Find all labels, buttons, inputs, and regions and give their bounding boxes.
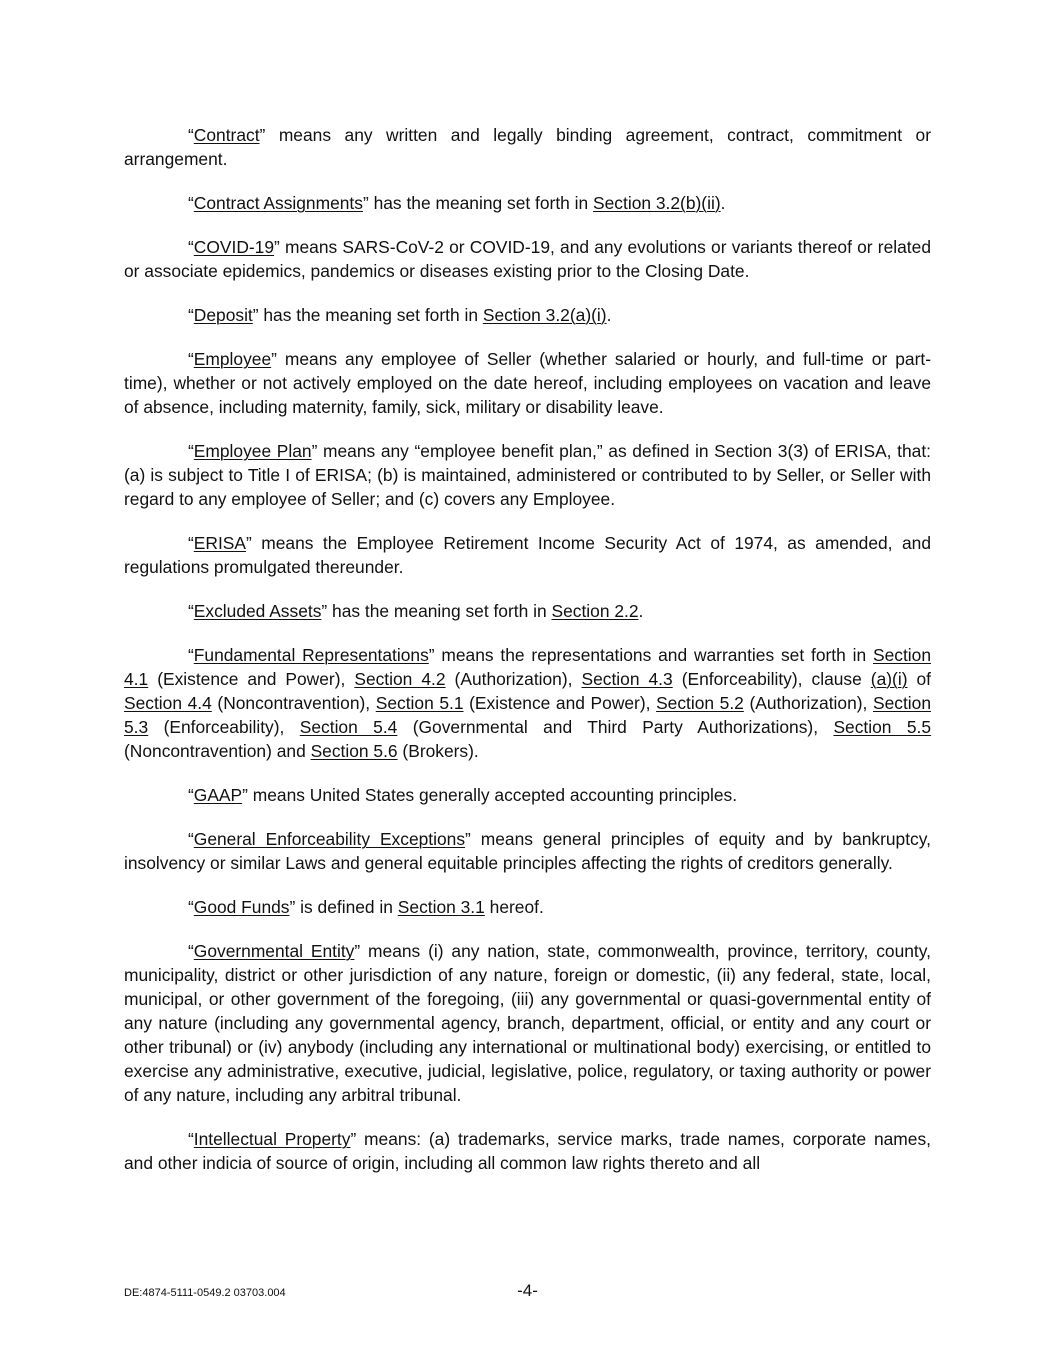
section-reference: Section 3.2(a)(i)	[482, 305, 607, 325]
definition-text: “	[188, 533, 194, 553]
definition-paragraph	[124, 1127, 931, 1175]
definition-text: ” means the representations and warranties set forth in	[428, 645, 873, 665]
definition-text: “	[188, 645, 194, 665]
definition-text: “	[188, 441, 194, 461]
definition-paragraph	[124, 827, 931, 875]
defined-term: Employee Plan	[193, 441, 312, 461]
definition-text: (Authorization),	[445, 669, 582, 689]
section-reference: Section 5.4	[299, 717, 398, 737]
section-reference: Section 5.3	[124, 693, 932, 737]
document-body	[124, 123, 931, 1195]
section-reference: Section 4.4	[124, 693, 212, 713]
definition-text: .	[638, 601, 644, 621]
section-reference: (a)(i)	[870, 669, 908, 689]
definition-text: “	[188, 897, 194, 917]
definition-text: .	[606, 305, 612, 325]
definition-text: ” has the meaning set forth in	[321, 601, 552, 621]
definition-text: ” means: (a) trademarks, service marks, trade names, corporate names, and other indicia of source of origin, including all common law rights thereto and all	[124, 1129, 931, 1173]
definition-text: “	[188, 941, 194, 961]
definition-text: “	[188, 125, 194, 145]
section-reference: Section 4.1	[124, 645, 932, 689]
definition-text: ” means the Employee Retirement Income Security Act of 1974, as amended, and regulations promulgated thereunder.	[124, 533, 931, 577]
definition-paragraph	[124, 439, 931, 511]
definition-paragraph	[124, 235, 931, 283]
definition-text: ” is defined in	[289, 897, 398, 917]
defined-term: Employee	[193, 349, 272, 369]
definition-text: “	[188, 349, 194, 369]
definition-text: (Noncontravention) and	[124, 741, 311, 761]
defined-term: Good Funds	[193, 897, 290, 917]
definition-text: ” has the meaning set forth in	[362, 193, 594, 213]
defined-term: Fundamental Representations	[193, 645, 429, 665]
definition-paragraph	[124, 783, 931, 807]
definition-text: (Governmental and Third Party Authorizations),	[397, 717, 834, 737]
definition-paragraph	[124, 303, 931, 327]
defined-term: Contract	[193, 125, 260, 145]
definition-paragraph	[124, 895, 931, 919]
definition-text: ” means general principles of equity and by bankruptcy, insolvency or similar Laws and general equitable principles affecting the rights of creditors generally.	[124, 829, 931, 873]
section-reference: Section 4.2	[354, 669, 446, 689]
definition-text: (Noncontravention),	[211, 693, 376, 713]
defined-term: Excluded Assets	[193, 601, 322, 621]
definition-text: ” means United States generally accepted accounting principles.	[242, 785, 738, 805]
section-reference: Section 3.1	[397, 897, 485, 917]
definition-text: “	[188, 305, 194, 325]
definition-text: ” means (i) any nation, state, commonwealth, province, territory, county, municipality, district or other jurisdiction of any nature, foreign or domestic, (ii) any federal, state, local, municipal, or other government of the foregoing, (iii) any governmental or quasi-governmental entity of any nature (including any governmental agency, branch, department, official, or entity and any court or other tribunal) or (iv) anybody (including any international or multinational body) exercising, or entitled to exercise any administrative, executive, judicial, legislative, police, regulatory, or taxing authority or power of any nature, including any arbitral tribunal.	[124, 941, 931, 1105]
defined-term: Governmental Entity	[193, 941, 355, 961]
definition-text: “	[188, 1129, 194, 1149]
section-reference: Section 4.3	[581, 669, 673, 689]
definition-paragraph	[124, 123, 931, 171]
definition-text: .	[720, 193, 726, 213]
defined-term: ERISA	[193, 533, 246, 553]
definition-text: “	[188, 193, 194, 213]
definition-text: “	[188, 829, 194, 849]
footer-document-id: DE:4874-5111-0549.2 03703.004	[124, 1287, 286, 1299]
page-number: -4-	[517, 1281, 538, 1300]
definition-text: ” means any employee of Seller (whether salaried or hourly, and full-time or part-time), whether or not actively employed on the date hereof, including employees on vacation and leave of absence, including maternity, family, sick, military or disability leave.	[124, 349, 931, 417]
definition-text: (Enforceability),	[148, 717, 300, 737]
definition-text: (Enforceability), clause	[672, 669, 871, 689]
definition-text: “	[188, 601, 194, 621]
defined-term: General Enforceability Exceptions	[193, 829, 466, 849]
definition-text: (Brokers).	[397, 741, 479, 761]
section-reference: Section 2.2	[551, 601, 639, 621]
definition-text: ” means any written and legally binding agreement, contract, commitment or arrangement.	[124, 125, 931, 169]
definition-text: “	[188, 237, 194, 257]
definition-text: of	[907, 669, 932, 689]
definition-text: hereof.	[484, 897, 544, 917]
defined-term: Contract Assignments	[193, 193, 363, 213]
definition-text: ” means any “employee benefit plan,” as defined in Section 3(3) of ERISA, that: (a) is subject to Title I of ERISA; (b) is maintained, administered or contributed to by Seller, or Seller with regard to any employee of Seller; and (c) covers any Employee.	[124, 441, 931, 509]
definition-paragraph	[124, 599, 931, 623]
definition-text: ” means SARS-CoV-2 or COVID-19, and any evolutions or variants thereof or related or associate epidemics, pandemics or diseases existing prior to the Closing Date.	[124, 237, 931, 281]
definition-paragraph	[124, 191, 931, 215]
definition-paragraph	[124, 939, 931, 1107]
defined-term: COVID-19	[193, 237, 275, 257]
section-reference: Section 5.1	[375, 693, 464, 713]
definition-text: “	[188, 785, 194, 805]
section-reference: Section 5.2	[656, 693, 744, 713]
defined-term: Deposit	[193, 305, 253, 325]
section-reference: Section 3.2(b)(ii)	[593, 193, 721, 213]
definition-text: (Authorization),	[743, 693, 873, 713]
definition-paragraph	[124, 643, 931, 763]
defined-term: GAAP	[193, 785, 243, 805]
defined-term: Intellectual Property	[193, 1129, 351, 1149]
section-reference: Section 5.6	[310, 741, 398, 761]
definition-paragraph	[124, 531, 931, 579]
definition-paragraph	[124, 347, 931, 419]
section-reference: Section 5.5	[833, 717, 932, 737]
definition-text: (Existence and Power),	[148, 669, 355, 689]
definition-text: (Existence and Power),	[463, 693, 657, 713]
definition-text: ” has the meaning set forth in	[252, 305, 483, 325]
